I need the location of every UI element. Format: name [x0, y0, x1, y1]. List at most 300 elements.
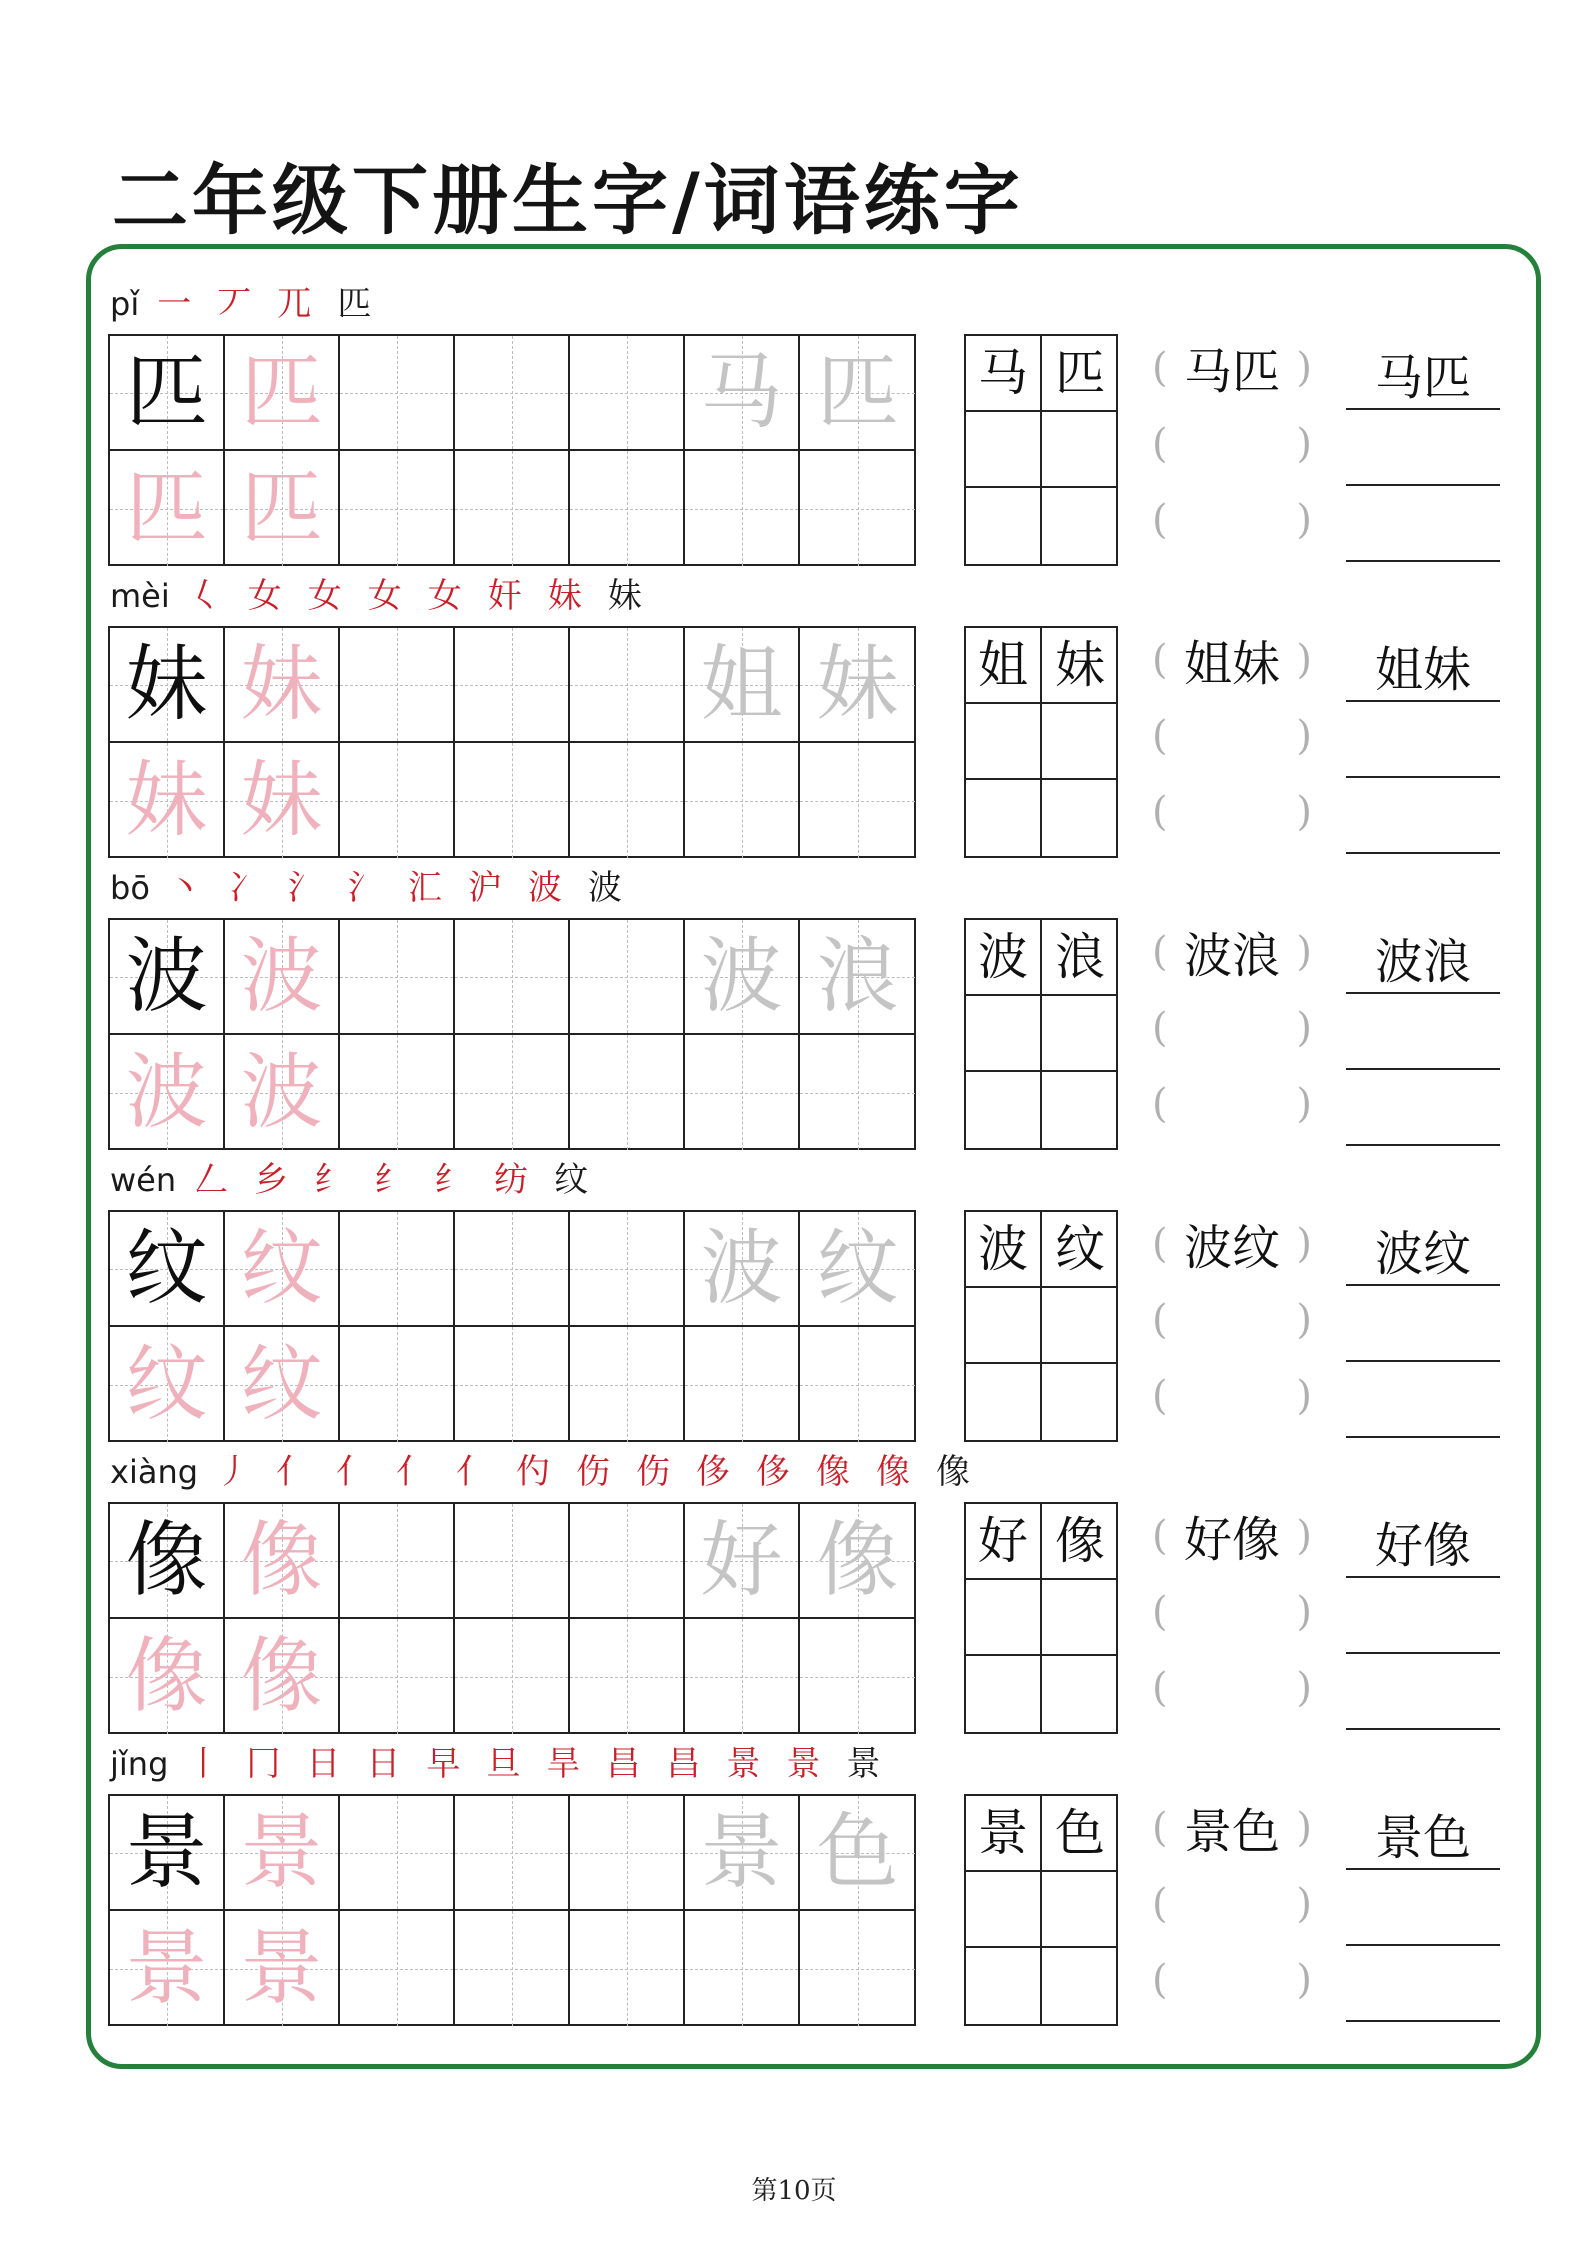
guide-line-horizontal	[340, 1093, 453, 1094]
guide-line-horizontal	[455, 509, 568, 510]
practice-grid	[108, 1794, 916, 2026]
guide-line-horizontal	[455, 1385, 568, 1386]
trace-word-character: 浪	[816, 928, 899, 1024]
writing-cell[interactable]	[340, 1035, 455, 1150]
stroke-step: 仢	[516, 1452, 551, 1492]
trace-character: 波	[240, 928, 323, 1024]
writing-cell[interactable]	[455, 1212, 570, 1327]
word-character: 景	[978, 1804, 1028, 1862]
writing-cell[interactable]	[340, 920, 455, 1035]
writing-cell[interactable]	[110, 1619, 225, 1734]
paren-answer-row[interactable]	[1152, 1286, 1312, 1362]
trace-word-character: 像	[816, 1512, 899, 1608]
underline-answer-row[interactable]	[1346, 1286, 1500, 1362]
writing-cell[interactable]	[685, 1504, 800, 1619]
underline-answer-row[interactable]	[1346, 1794, 1500, 1870]
right-paren: )	[1296, 1665, 1312, 1711]
guide-line-horizontal	[570, 1677, 683, 1678]
writing-cell[interactable]	[570, 920, 685, 1035]
writing-cell[interactable]	[340, 1504, 455, 1619]
stroke-step: 景	[846, 1744, 881, 1784]
stroke-order-line	[110, 282, 397, 326]
guide-line-horizontal	[800, 1385, 915, 1386]
pinyin-label: mèi	[110, 577, 170, 615]
writing-cell[interactable]	[570, 743, 685, 858]
word-cell[interactable]	[1042, 780, 1118, 856]
paren-answer-row[interactable]	[1152, 1654, 1312, 1730]
writing-cell[interactable]	[110, 1796, 225, 1911]
word-cell[interactable]	[966, 704, 1042, 780]
left-paren: (	[1152, 637, 1168, 683]
writing-cell[interactable]	[800, 1796, 915, 1911]
guide-line-horizontal	[800, 1677, 915, 1678]
writing-cell[interactable]	[110, 743, 225, 858]
writing-cell[interactable]	[455, 1619, 570, 1734]
right-paren: )	[1296, 1589, 1312, 1635]
word-cell[interactable]	[966, 996, 1042, 1072]
pinyin-label: pǐ	[110, 285, 140, 323]
writing-cell[interactable]	[570, 451, 685, 566]
underline-answer-row[interactable]	[1346, 486, 1500, 562]
paren-answer-row[interactable]	[1152, 1946, 1312, 2022]
word-cell[interactable]	[966, 1872, 1042, 1948]
writing-cell[interactable]	[455, 451, 570, 566]
word-cell[interactable]	[1042, 1948, 1118, 2024]
practice-section	[0, 866, 1588, 1158]
word-cell[interactable]	[1042, 336, 1118, 412]
guide-line-horizontal	[340, 685, 453, 686]
stroke-step: 侈	[696, 1452, 731, 1492]
trace-word-character: 纹	[816, 1220, 899, 1316]
practice-grid	[108, 1210, 916, 1442]
writing-cell[interactable]	[570, 1212, 685, 1327]
underline-answer-row[interactable]	[1346, 1362, 1500, 1438]
guide-line-horizontal	[685, 1385, 798, 1386]
stroke-step: 波	[587, 868, 622, 908]
stroke-step: 纟	[374, 1160, 409, 1200]
guide-line-horizontal	[685, 801, 798, 802]
writing-cell[interactable]	[110, 1911, 225, 2026]
writing-cell[interactable]	[570, 1911, 685, 2026]
word-grid	[964, 334, 1118, 566]
writing-cell[interactable]	[340, 1796, 455, 1911]
paren-answer-row[interactable]	[1152, 1070, 1312, 1146]
writing-cell[interactable]	[110, 1212, 225, 1327]
guide-line-horizontal	[455, 1677, 568, 1678]
word-cell[interactable]	[1042, 1872, 1118, 1948]
writing-cell[interactable]	[685, 1911, 800, 2026]
left-paren: (	[1152, 929, 1168, 975]
guide-line-horizontal	[340, 1269, 453, 1270]
paren-answer-row[interactable]	[1152, 778, 1312, 854]
word-cell[interactable]	[1042, 1656, 1118, 1732]
underline-answer-row[interactable]	[1346, 994, 1500, 1070]
paren-word: 马匹	[1183, 344, 1280, 400]
paren-answer-row[interactable]	[1152, 1502, 1312, 1578]
underline-answer-row[interactable]	[1346, 702, 1500, 778]
guide-line-horizontal	[455, 685, 568, 686]
word-character: 浪	[1055, 928, 1105, 986]
writing-cell[interactable]	[225, 1911, 340, 2026]
word-cell[interactable]	[966, 1212, 1042, 1288]
word-cell[interactable]	[1042, 1364, 1118, 1440]
writing-cell[interactable]	[455, 743, 570, 858]
writing-cell[interactable]	[455, 1911, 570, 2026]
writing-cell[interactable]	[110, 451, 225, 566]
left-paren: (	[1152, 1081, 1168, 1127]
stroke-step: 景	[726, 1744, 761, 1784]
guide-line-horizontal	[340, 801, 453, 802]
guide-line-horizontal	[570, 509, 683, 510]
word-cell[interactable]	[966, 1504, 1042, 1580]
stroke-step: 兀	[277, 284, 312, 324]
guide-line-horizontal	[685, 509, 798, 510]
underline-word: 景色	[1374, 1810, 1471, 1866]
guide-line-horizontal	[800, 801, 915, 802]
writing-cell[interactable]	[225, 451, 340, 566]
stroke-step: 亻	[396, 1452, 431, 1492]
stroke-step: 冂	[246, 1744, 281, 1784]
writing-cell[interactable]	[800, 451, 915, 566]
practice-grid	[108, 626, 916, 858]
word-cell[interactable]	[966, 336, 1042, 412]
paren-answer-row[interactable]	[1152, 1362, 1312, 1438]
writing-cell[interactable]	[340, 743, 455, 858]
underline-answer-row[interactable]	[1346, 1946, 1500, 2022]
word-cell[interactable]	[966, 1796, 1042, 1872]
writing-cell[interactable]	[570, 1035, 685, 1150]
left-paren: (	[1152, 345, 1168, 391]
writing-cell[interactable]	[570, 628, 685, 743]
writing-cell[interactable]	[110, 336, 225, 451]
right-paren: )	[1296, 713, 1312, 759]
trace-word-character: 好	[700, 1512, 783, 1608]
left-paren: (	[1152, 1957, 1168, 2003]
writing-cell[interactable]	[455, 1504, 570, 1619]
writing-cell[interactable]	[225, 1035, 340, 1150]
writing-cell[interactable]	[340, 1911, 455, 2026]
writing-cell[interactable]	[455, 1796, 570, 1911]
left-paren: (	[1152, 1005, 1168, 1051]
trace-character: 波	[240, 1044, 323, 1140]
writing-cell[interactable]	[685, 628, 800, 743]
practice-grid	[108, 334, 916, 566]
word-grid	[964, 1210, 1118, 1442]
underline-word: 姐妹	[1374, 642, 1471, 698]
stroke-step: 亻	[456, 1452, 491, 1492]
word-cell[interactable]	[1042, 1212, 1118, 1288]
word-cell[interactable]	[1042, 1288, 1118, 1364]
guide-line-horizontal	[455, 1561, 568, 1562]
writing-cell[interactable]	[340, 451, 455, 566]
guide-line-horizontal	[570, 801, 683, 802]
stroke-step: 伤	[636, 1452, 671, 1492]
writing-cell[interactable]	[800, 1504, 915, 1619]
left-paren: (	[1152, 1589, 1168, 1635]
guide-line-horizontal	[685, 1969, 798, 1970]
writing-cell[interactable]	[800, 1619, 915, 1734]
guide-line-horizontal	[455, 1269, 568, 1270]
stroke-step: 沪	[467, 868, 502, 908]
underline-answer-row[interactable]	[1346, 1870, 1500, 1946]
stroke-step: 一	[157, 284, 192, 324]
guide-line-horizontal	[340, 509, 453, 510]
underline-word: 波浪	[1374, 934, 1471, 990]
writing-cell[interactable]	[110, 1035, 225, 1150]
writing-cell[interactable]	[225, 628, 340, 743]
word-cell[interactable]	[1042, 996, 1118, 1072]
stroke-step: 女	[247, 576, 282, 616]
guide-line-horizontal	[685, 1677, 798, 1678]
writing-cell[interactable]	[570, 1327, 685, 1442]
writing-cell[interactable]	[800, 336, 915, 451]
underline-answer-row[interactable]	[1346, 1502, 1500, 1578]
writing-cell[interactable]	[570, 1619, 685, 1734]
word-cell[interactable]	[1042, 920, 1118, 996]
underline-word: 波纹	[1374, 1226, 1471, 1282]
writing-cell[interactable]	[685, 920, 800, 1035]
left-paren: (	[1152, 1665, 1168, 1711]
trace-word-character: 波	[700, 1220, 783, 1316]
guide-line-horizontal	[340, 977, 453, 978]
guide-line-horizontal	[570, 1093, 683, 1094]
writing-cell[interactable]	[685, 1035, 800, 1150]
trace-word-character: 妹	[816, 636, 899, 732]
stroke-step: 妹	[547, 576, 582, 616]
trace-character: 妹	[240, 752, 323, 848]
guide-line-horizontal	[570, 977, 683, 978]
right-paren: )	[1296, 421, 1312, 467]
writing-cell[interactable]	[110, 920, 225, 1035]
writing-cell[interactable]	[455, 1327, 570, 1442]
stroke-step: 亻	[336, 1452, 371, 1492]
stroke-step: 纟	[434, 1160, 469, 1200]
pinyin-label: xiàng	[110, 1453, 199, 1491]
writing-cell[interactable]	[225, 1327, 340, 1442]
word-cell[interactable]	[966, 412, 1042, 488]
writing-cell[interactable]	[340, 628, 455, 743]
underline-answer-row[interactable]	[1346, 410, 1500, 486]
left-paren: (	[1152, 1297, 1168, 1343]
stroke-step: 奸	[487, 576, 522, 616]
guide-line-horizontal	[455, 393, 568, 394]
word-cell[interactable]	[966, 1288, 1042, 1364]
word-character: 姐	[978, 636, 1028, 694]
left-paren: (	[1152, 1373, 1168, 1419]
paren-answer-row[interactable]	[1152, 994, 1312, 1070]
underline-answer-row[interactable]	[1346, 1578, 1500, 1654]
guide-line-horizontal	[570, 1385, 683, 1386]
stroke-order-line	[110, 1450, 996, 1494]
writing-cell[interactable]	[685, 451, 800, 566]
trace-character: 景	[240, 1804, 323, 1900]
stroke-step: 昌	[666, 1744, 701, 1784]
right-paren: )	[1296, 929, 1312, 975]
paren-answer-row[interactable]	[1152, 1210, 1312, 1286]
guide-line-horizontal	[455, 977, 568, 978]
guide-line-horizontal	[340, 1677, 453, 1678]
model-character: 像	[125, 1512, 208, 1608]
paren-word: 姐妹	[1183, 636, 1280, 692]
writing-cell[interactable]	[455, 920, 570, 1035]
writing-cell[interactable]	[455, 1035, 570, 1150]
writing-cell[interactable]	[110, 1504, 225, 1619]
paren-answer-row[interactable]	[1152, 334, 1312, 410]
writing-cell[interactable]	[225, 336, 340, 451]
left-paren: (	[1152, 1805, 1168, 1851]
stroke-step: 匹	[337, 284, 372, 324]
word-character: 色	[1055, 1804, 1105, 1862]
stroke-step: 𠃋	[194, 1160, 229, 1200]
writing-cell[interactable]	[685, 1327, 800, 1442]
stroke-step: 波	[527, 868, 562, 908]
word-cell[interactable]	[966, 488, 1042, 564]
word-cell[interactable]	[1042, 1580, 1118, 1656]
guide-line-horizontal	[455, 1853, 568, 1854]
left-paren: (	[1152, 713, 1168, 759]
underline-answer-row[interactable]	[1346, 1210, 1500, 1286]
stroke-step: 像	[816, 1452, 851, 1492]
underline-answer-row[interactable]	[1346, 1654, 1500, 1730]
writing-cell[interactable]	[685, 1212, 800, 1327]
writing-cell[interactable]	[685, 336, 800, 451]
paren-word: 波纹	[1183, 1220, 1280, 1276]
writing-cell[interactable]	[110, 1327, 225, 1442]
word-grid	[964, 1502, 1118, 1734]
writing-cell[interactable]	[340, 336, 455, 451]
writing-cell[interactable]	[455, 336, 570, 451]
trace-word-character: 马	[700, 344, 783, 440]
trace-character: 妹	[125, 752, 208, 848]
word-cell[interactable]	[966, 780, 1042, 856]
word-cell[interactable]	[966, 1580, 1042, 1656]
paren-answer-row[interactable]	[1152, 1578, 1312, 1654]
writing-cell[interactable]	[800, 1911, 915, 2026]
underline-answer-row[interactable]	[1346, 626, 1500, 702]
underline-answer-row[interactable]	[1346, 1070, 1500, 1146]
writing-cell[interactable]	[340, 1619, 455, 1734]
word-cell[interactable]	[1042, 628, 1118, 704]
writing-cell[interactable]	[800, 920, 915, 1035]
word-cell[interactable]	[966, 1948, 1042, 2024]
guide-line-horizontal	[570, 1853, 683, 1854]
trace-word-character: 波	[700, 928, 783, 1024]
paren-answer-row[interactable]	[1152, 702, 1312, 778]
writing-cell[interactable]	[225, 743, 340, 858]
stroke-step: 侈	[756, 1452, 791, 1492]
underline-answer-row[interactable]	[1346, 778, 1500, 854]
word-cell[interactable]	[966, 1656, 1042, 1732]
word-cell[interactable]	[1042, 488, 1118, 564]
word-character: 纹	[1055, 1220, 1105, 1278]
word-cell[interactable]	[966, 920, 1042, 996]
word-cell[interactable]	[966, 628, 1042, 704]
model-character: 波	[125, 928, 208, 1024]
writing-cell[interactable]	[570, 336, 685, 451]
writing-cell[interactable]	[800, 743, 915, 858]
guide-line-horizontal	[340, 1561, 453, 1562]
underline-answer-row[interactable]	[1346, 918, 1500, 994]
writing-cell[interactable]	[800, 628, 915, 743]
stroke-step: 女	[367, 576, 402, 616]
word-grid	[964, 1794, 1118, 2026]
word-character: 像	[1055, 1512, 1105, 1570]
stroke-step: 氵	[347, 868, 382, 908]
right-paren: )	[1296, 497, 1312, 543]
paren-answer-row[interactable]	[1152, 486, 1312, 562]
writing-cell[interactable]	[570, 1504, 685, 1619]
left-paren: (	[1152, 789, 1168, 835]
underline-word: 好像	[1374, 1518, 1471, 1574]
writing-cell[interactable]	[225, 1504, 340, 1619]
stroke-step: 早	[426, 1744, 461, 1784]
stroke-step: 𡿨	[187, 576, 222, 616]
trace-character: 像	[125, 1628, 208, 1724]
writing-cell[interactable]	[800, 1035, 915, 1150]
writing-cell[interactable]	[455, 628, 570, 743]
stroke-step: 纺	[494, 1160, 529, 1200]
writing-cell[interactable]	[685, 1619, 800, 1734]
paren-answer-row[interactable]	[1152, 1870, 1312, 1946]
word-cell[interactable]	[1042, 704, 1118, 780]
word-cell[interactable]	[1042, 1504, 1118, 1580]
guide-line-horizontal	[685, 1093, 798, 1094]
word-cell[interactable]	[1042, 412, 1118, 488]
word-cell[interactable]	[966, 1072, 1042, 1148]
model-character: 匹	[125, 344, 208, 440]
stroke-step: 冫	[227, 868, 262, 908]
paren-answer-row[interactable]	[1152, 410, 1312, 486]
trace-character: 纹	[240, 1336, 323, 1432]
stroke-order-line	[110, 1742, 906, 1786]
stroke-step: 丶	[167, 868, 202, 908]
writing-cell[interactable]	[800, 1327, 915, 1442]
left-paren: (	[1152, 421, 1168, 467]
underline-answer-row[interactable]	[1346, 334, 1500, 410]
writing-cell[interactable]	[800, 1212, 915, 1327]
guide-line-horizontal	[340, 1853, 453, 1854]
word-cell[interactable]	[1042, 1072, 1118, 1148]
writing-cell[interactable]	[570, 1796, 685, 1911]
word-character: 妹	[1055, 636, 1105, 694]
word-cell[interactable]	[1042, 1796, 1118, 1872]
paren-answer-row[interactable]	[1152, 918, 1312, 994]
writing-cell[interactable]	[110, 628, 225, 743]
trace-character: 纹	[125, 1336, 208, 1432]
writing-cell[interactable]	[340, 1212, 455, 1327]
stroke-step: 日	[306, 1744, 341, 1784]
paren-answer-row[interactable]	[1152, 1794, 1312, 1870]
writing-cell[interactable]	[225, 920, 340, 1035]
writing-cell[interactable]	[225, 1796, 340, 1911]
writing-cell[interactable]	[340, 1327, 455, 1442]
paren-answer-row[interactable]	[1152, 626, 1312, 702]
writing-cell[interactable]	[225, 1212, 340, 1327]
guide-line-horizontal	[570, 1561, 683, 1562]
writing-cell[interactable]	[225, 1619, 340, 1734]
stroke-step: 丿	[216, 1452, 251, 1492]
writing-cell[interactable]	[685, 743, 800, 858]
trace-character: 匹	[125, 460, 208, 556]
word-character: 马	[978, 344, 1028, 402]
paren-word: 波浪	[1183, 928, 1280, 984]
stroke-step: 像	[876, 1452, 911, 1492]
writing-cell[interactable]	[685, 1796, 800, 1911]
word-cell[interactable]	[966, 1364, 1042, 1440]
word-character: 好	[978, 1512, 1028, 1570]
left-paren: (	[1152, 1881, 1168, 1927]
stroke-step: 亻	[276, 1452, 311, 1492]
